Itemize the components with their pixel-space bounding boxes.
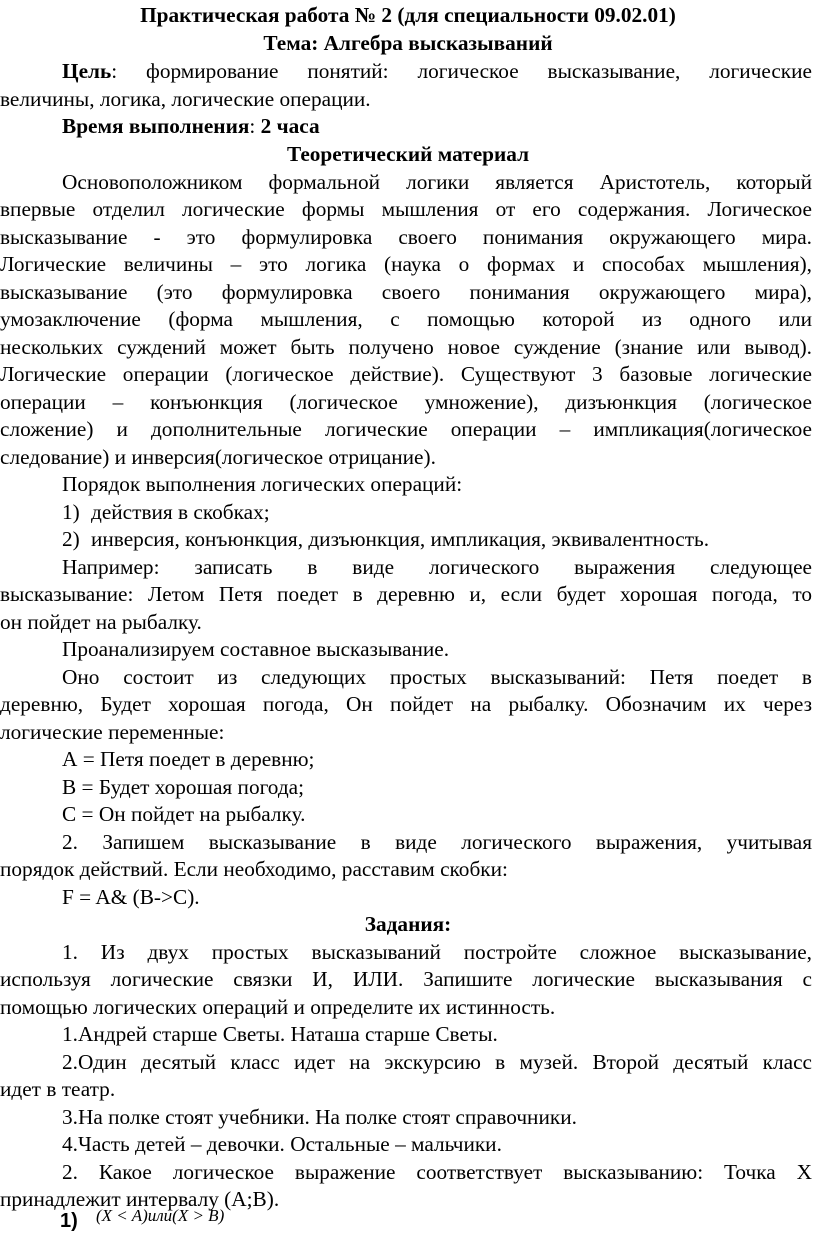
goal-line-1 [0, 58, 812, 86]
theory-line: операции – конъюнкция (логическое умножение), дизъюнкция (логическое [0, 390, 812, 414]
task1-item: 1.Андрей старше Светы. Наташа старше Светы. [62, 1022, 498, 1046]
formula: F = A& (B->C). [62, 885, 200, 909]
consists-line: Оно состоит из следующих простых высказываний: Петя поедет в [62, 665, 812, 689]
document-title: Практическая работа № 2 (для специальности 09.02.01) [140, 3, 676, 27]
example-line: Например: записать в виде логического выражения следующее [62, 555, 812, 579]
order-item-num: 1) [62, 500, 80, 524]
theory-line: Логические величины – это логика (наука о формах и способах мышления), [0, 252, 812, 276]
task1-line: помощью логических операций и определите их истинность. [0, 995, 556, 1019]
order-item-text: инверсия, конъюнкция, дизъюнкция, импликация, эквивалентность. [91, 527, 710, 551]
time-line [62, 113, 320, 141]
tasks-heading: Задания: [364, 912, 452, 936]
order-item-num: 2) [62, 527, 80, 551]
goal-line-2: величины, логика, логические операции. [0, 87, 371, 111]
task1-item: идет в театр. [0, 1077, 116, 1101]
consists-line: логические переменные: [0, 720, 225, 744]
example-line: он пойдет на рыбалку. [0, 610, 202, 634]
time-label: Время выполнения [62, 114, 250, 138]
task1-item: 3.На полке стоят учебники. На полке стоят справочники. [62, 1105, 577, 1129]
step2-line: порядок действий. Если необходимо, расставим скобки: [0, 857, 508, 881]
example-line: высказывание: Летом Петя поедет в деревню и, если будет хорошая погода, то [0, 582, 812, 606]
theory-line: нескольких суждений может быть получено новое суждение (знание или вывод). [0, 335, 812, 359]
time-value: 2 часа [260, 114, 320, 138]
theory-line: высказывание - это формулировка своего понимания окружающего мира. [0, 225, 812, 249]
answer-1-expression: (X < A)или(X > B) [96, 1206, 225, 1225]
theory-line: следование) и инверсия(логическое отрицание). [0, 445, 436, 469]
variable-c: С = Он пойдет на рыбалку. [62, 802, 306, 826]
task1-line: 1. Из двух простых высказываний постройте сложное высказывание, [62, 940, 812, 964]
order-item-text: действия в скобках; [91, 500, 270, 524]
order-item-2 [62, 526, 710, 554]
task1-line: используя логические связки И, ИЛИ. Запишите логические высказывания с [0, 967, 812, 991]
analyze-line: Проанализируем составное высказывание. [62, 637, 450, 661]
document-topic: Тема: Алгебра высказываний [263, 31, 553, 55]
variable-b: В = Будет хорошая погода; [62, 775, 305, 799]
theory-line: высказывание (это формулировка своего понимания окружающего мира), [0, 280, 812, 304]
order-item-1 [62, 499, 270, 527]
theory-line: сложение) и дополнительные логические операции – импликация(логическое [0, 417, 812, 441]
task2-line: 2. Какое логическое выражение соответствует высказыванию: Точка Х [62, 1160, 812, 1184]
theory-line: Логические операции (логическое действие). Существуют 3 базовые логические [0, 362, 812, 386]
order-title: Порядок выполнения логических операций: [62, 472, 463, 496]
theory-line: впервые отделил логические формы мышления от его содержания. Логическое [0, 197, 812, 221]
theory-heading: Теоретический материал [286, 142, 530, 166]
goal-label: Цель [62, 59, 112, 83]
time-sep: : [249, 114, 261, 138]
goal-text-1: : формирование понятий: логическое высказывание, логические [111, 59, 812, 83]
theory-line: умозаключение (форма мышления, с помощью которой из одного или [0, 307, 812, 331]
theory-line: Основоположником формальной логики является Аристотель, который [62, 170, 812, 194]
task1-item: 4.Часть детей – девочки. Остальные – мальчики. [62, 1132, 502, 1156]
variable-a: А = Петя поедет в деревню; [62, 747, 315, 771]
consists-line: деревню, Будет хорошая погода, Он пойдет на рыбалку. Обозначим их через [0, 692, 812, 716]
step2-line: 2. Запишем высказывание в виде логического выражения, учитывая [62, 830, 812, 854]
task2-line: принадлежит интервалу (А;В). [0, 1187, 280, 1211]
task1-item: 2.Один десятый класс идет на экскурсию в музей. Второй десятый класс [62, 1050, 812, 1074]
answer-1-marker: 1) [60, 1210, 78, 1232]
